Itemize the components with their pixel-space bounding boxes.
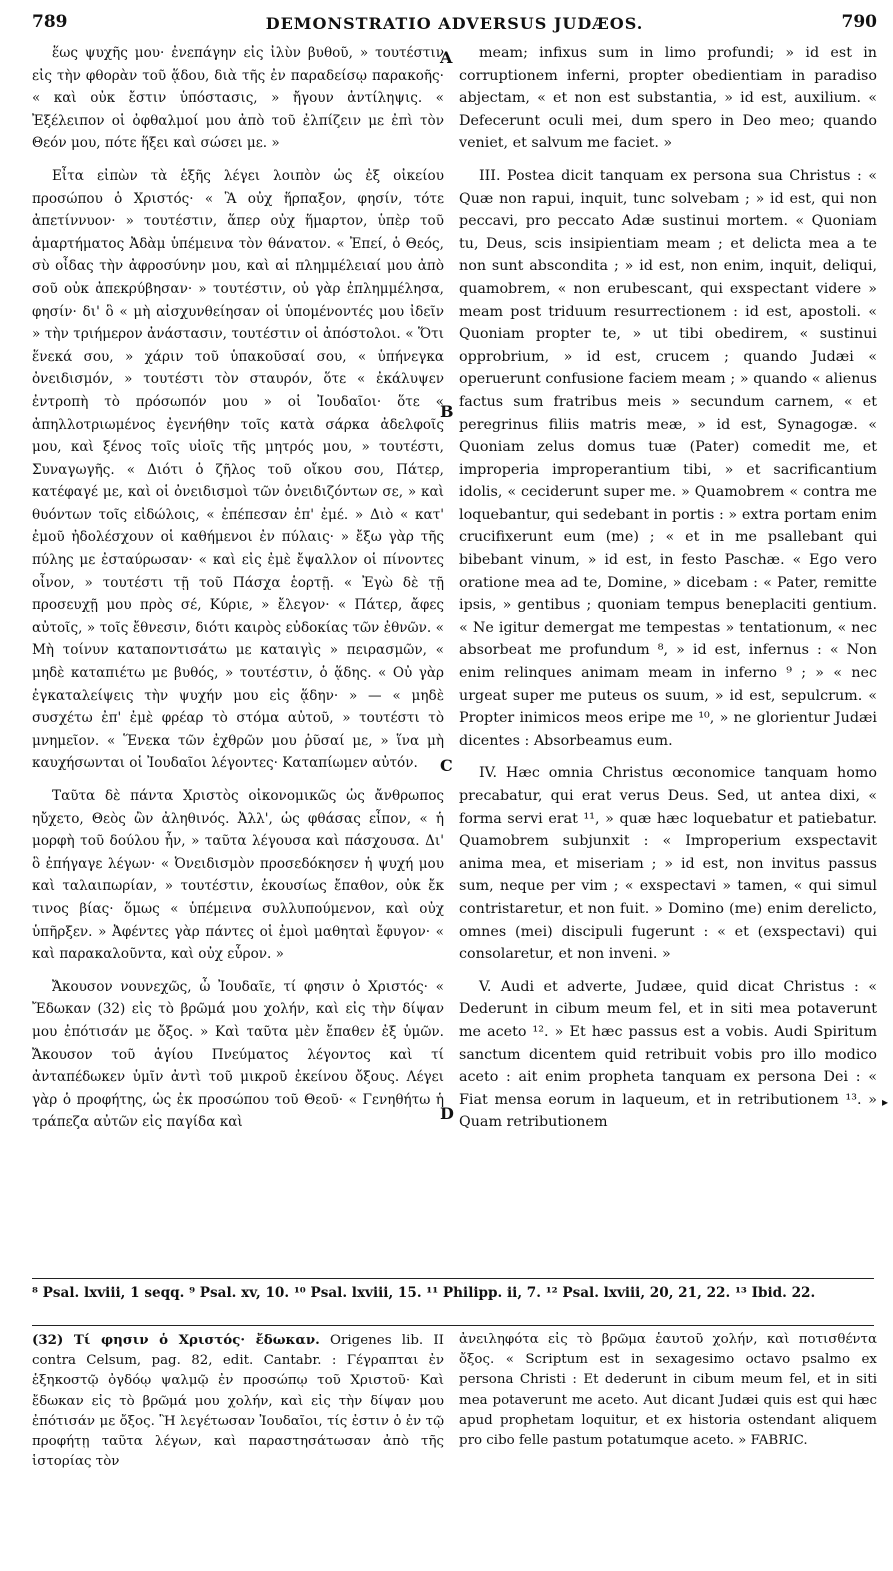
greek-paragraph: Ἄκουσον νουνεχῶς, ὦ Ἰουδαῖε, τί φησιν ὁ Χριστός· « Ἔδωκαν (32) εἰς τὸ βρῶμά μου χολήν, καὶ εἰς τὴν δίψαν μου ἐπότισάν με ὄξος. » Καὶ ταῦτα μὲν ἔπαθεν ἐξ ὑμῶν. Ἄκουσον τοῦ ἁγίου Πνεύματος λέγοντος καὶ τί ἀνταπέδωκεν ὑμῖν ἀντὶ τοῦ μικροῦ ἐκείνου ὄξους. Λέγει γὰρ ὁ προφήτης, ὡς ἐκ προσώπου τοῦ Θεοῦ· « Γενηθήτω ἡ τράπεζα αὐτῶν εἰς παγίδα καὶ <box>32 978 444 1131</box>
note-text-right: ἀνειληφότα εἰς τὸ βρῶμα ἑαυτοῦ χολήν, καὶ ποτισθέντα ὄξος. « Scriptum est in sexagesimo octavo psalmo ex persona Christi : Et dederunt in cibum meum fel, et in siti mea potaverunt me aceto. Aut dicant Judæi quis est qui hæc apud prophetam loquitur, et ex historia ostendant aliquem pro cibo felle pastum potatumque aceto. » FABRIC. <box>459 1332 877 1449</box>
greek-paragraph: Ταῦτα δὲ πάντα Χριστὸς οἰκονομικῶς ὡς ἄνθρωπος ηὔχετο, Θεὸς ὢν ἀληθινός. Ἀλλ', ὡς φθάσας εἶπον, « ἡ μορφὴ τοῦ δούλου ἦν, » ταῦτα λέγουσα καὶ πάσχουσα. Δι' ὃ ἐπήγαγε λέγων· « Ὀνειδισμὸν προσεδόκησεν ἡ ψυχή μου καὶ ταλαιπωρίαν, » τουτέστιν, ἑκουσίως ἔπαθον, οὐκ ἔκ τινος βίας· ὅμως « ὑπέμεινα συλλυπούμενον, καὶ οὐχ ὑπῆρξεν. » Ἀφέντες γὰρ πάντες οἱ ἐμοὶ μαθηταὶ ἔφυγον· « καὶ παρακαλοῦντα, καὶ οὐχ εὗρον. » <box>32 788 444 963</box>
latin-paragraph: V. Audi et adverte, Judæe, quid dicat Christus : « Dederunt in cibum meum fel, et in siti mea potaverunt me aceto ¹². » Et hæc passus est a vobis. Audi Spiritum sanctum dicentem quid retribuit vobis pro illo modico aceto : ait enim propheta tanquam ex persona Dei : « Fiat mensa eorum in laqueum, et in retributionem ¹³. » Quam retributionem <box>459 978 877 1131</box>
footnotes: ⁸ Psal. lxviii, 1 seqq. ⁹ Psal. xv, 10. ¹⁰ Psal. lxviii, 15. ¹¹ Philipp. ii, 7. ¹² Psal. lxviii, 20, 21, 22. ¹³ Ibid. 22. <box>32 1285 816 1301</box>
margin-mark: ▸ <box>882 1095 889 1109</box>
editorial-note-left <box>32 1330 444 1472</box>
note-rule <box>32 1325 874 1326</box>
margin-marker-d: D <box>440 1104 454 1123</box>
latin-column <box>459 42 877 1134</box>
greek-paragraph: ἕως ψυχῆς μου· ἐνεπάγην εἰς ἰλὺν βυθοῦ, » τουτέστιν εἰς τὴν φθορὰν τοῦ ᾅδου, διὰ τῆς ἐν παραδείσῳ παρακοῆς· « καὶ οὐκ ἔστιν ὑπόστασις, » ἤγουν ἀντίληψις. « Ἐξέλειπον οἱ ὀφθαλμοί μου ἀπὸ τοῦ ἐλπίζειν με ἐπὶ τὸν Θεόν μου, πότε ἥξει καὶ σώσει με. » <box>32 45 444 152</box>
page-number-left: 789 <box>32 12 68 32</box>
margin-marker-a: A <box>440 48 453 67</box>
running-header <box>32 12 877 40</box>
greek-paragraph: Εἶτα εἰπὼν τὰ ἑξῆς λέγει λοιπὸν ὡς ἐξ οἰκείου προσώπου ὁ Χριστός· « Ἃ οὐχ ἥρπαξον, φησίν, τότε ἀπετίννυον· » τουτέστιν, ἅπερ οὐχ ἥμαρτον, ὑπὲρ τοῦ ἁμαρτήματος Ἀδὰμ ὑπέμεινα τὸν θάνατον. « Ἐπεί, ὁ Θεός, σὺ οἶδας τὴν ἀφροσύνην μου, καὶ αἱ πλημμέλειαί μου ἀπὸ σοῦ οὐκ ἀπεκρύβησαν· » τουτέστιν, οὐ γὰρ ἐπλημμέλησα, φησίν· δι' ὃ « μὴ αἰσχυνθείησαν οἱ ὑπομένοντές μου ἰδεῖν » τὴν τριήμερον ἀνάστασιν, τουτέστιν οἱ ἀπόστολοι. « Ὅτι ἕνεκά σου, » χάριν τοῦ ὑπακοῦσαί σου, « ὑπήνεγκα ὀνειδισμόν, » τουτέστι τὸν σταυρόν, ὅτε « ἐκάλυψεν ἐντροπὴ τὸ πρόσωπόν μου » οἱ Ἰουδαῖοι· ὅτε « ἀπηλλοτριωμένος ἐγενήθην τοῖς κατὰ σάρκα ἀδελφοῖς μου, καὶ ξένος τοῖς υἱοῖς τῆς μητρός μου, » τουτέστι, Συναγωγῆς. « Διότι ὁ ζῆλος τοῦ οἴκου σου, Πάτερ, κατέφαγέ με, καὶ οἱ ὀνειδισμοὶ τῶν ὀνειδιζόντων σε, » καὶ θυόντων τοῖς εἰδώλοις, « ἐπέπεσαν ἐπ' ἐμέ. » Διὸ « κατ' ἐμοῦ ἠδολέσχουν οἱ καθήμενοι ἐν πύλαις· » ἔξω γὰρ τῆς πύλης με ἐσταύρωσαν· « καὶ εἰς ἐμὲ ἔψαλλον οἱ πίνοντες οἶνον, » τουτέστι τῇ τοῦ Πάσχα ἑορτῇ. « Ἐγὼ δὲ τῇ προσευχῇ μου πρὸς σέ, Κύριε, » ἔλεγον· « Πάτερ, ἄφες αὐτοῖς, » τοῖς ἔθνεσιν, διότι καιρὸς εὐδοκίας τῶν ἐθνῶν. « Μὴ τοίνυν καταποντισάτω με καταιγὶς » πειρασμῶν, « μηδὲ καταπιέτω με βυθός, » τουτέστιν, ὁ ᾅδης. « Οὐ γὰρ ἐγκαταλείψεις τὴν ψυχήν μου εἰς ᾅδην· » — « μηδὲ συσχέτω ἐπ' ἐμὲ φρέαρ τὸ στόμα αὐτοῦ, » τουτέστι τὸ μνημεῖον. « Ἕνεκα τῶν ἐχθρῶν μου ῥῦσαί με, » ἵνα μὴ καυχήσωνται οἱ Ἰουδαῖοι λέγοντες· Καταπίωμεν αὐτόν. <box>32 167 444 772</box>
latin-paragraph: IV. Hæc omnia Christus œconomice tanquam homo precabatur, qui erat verus Deus. Sed, ut antea dixi, « forma servi erat ¹¹, » quæ hæc loquebatur et patiebatur. Quamobrem subjunxit : « Improperium exspectavit anima mea, et miseriam ; » id est, non invitus passus sum, neque per vim ; « exspectavi » tamen, « qui simul contristaretur, et non fuit. » Domino (me) enim derelicto, omnes (mei) discipuli fugerunt : « et (exspectavi) qui consolaretur, et non inveni. » <box>459 765 877 963</box>
note-reference: (32) Τί φησιν ὁ Χριστός· ἔδωκαν. <box>32 1332 320 1348</box>
margin-marker-b: B <box>440 402 454 421</box>
note-text-left: Origenes lib. II contra Celsum, pag. 82, edit. Cantabr. : Γέγραπται ἐν ἑξηκοστῷ ὀγδόῳ ψαλμῷ ἐν προσώπῳ τοῦ Χριστοῦ· Καὶ ἔδωκαν εἰς τὸ βρῶμά μου χολήν, καὶ εἰς τὴν δίψαν μου ἐπότισάν με ὄξος. Ἢ λεγέτωσαν Ἰουδαῖοι, τίς ἐστιν ὁ ἐν τῷ προφήτῃ ταῦτα λέγων, καὶ παραστησάτωσαν ἀπὸ τῆς ἱστορίας τὸν <box>32 1333 444 1470</box>
footnote-rule <box>32 1278 874 1279</box>
running-title: DEMONSTRATIO ADVERSUS JUDÆOS. <box>265 14 644 33</box>
greek-column <box>32 42 444 1134</box>
latin-paragraph: meam; infixus sum in limo profundi; » id est in corruptionem inferni, propter obedientiam in paradiso abjectam, « et non est substantia, » id est, auxilium. « Defecerunt oculi mei, dum spero in Deo meo; quando veniet, et salvum me faciet. » <box>459 45 877 152</box>
editorial-note-right <box>459 1330 877 1451</box>
latin-paragraph: III. Postea dicit tanquam ex persona sua Christus : « Quæ non rapui, inquit, tunc solvebam ; » id est, qui non peccavi, pro peccato Adæ sustinui mortem. « Quoniam tu, Deus, scis insipientiam meam ; et delicta mea a te non sunt abscondita ; » id est, non enim, inquit, deliqui, quamobrem, « non erubescant, qui exspectant videre » meam post triduum resurrectionem : id est, apostoli. « Quoniam propter te, » ut tibi obedirem, « sustinui opprobrium, » id est, crucem ; quando Judæi « operuerunt confusione faciem meam ; » quando « alienus factus sum fratribus meis » secundum carnem, « et peregrinus filiis matris meæ, » id est, Synagogæ. « Quoniam zelus domus tuæ (Pater) comedit me, et improperia improperantium tibi, » et sacrificantium idolis, « ceciderunt super me. » Quamobrem « contra me loquebantur, qui sedebant in portis : » extra portam enim crucifixerunt eum (me) ; « et in me psallebant qui bibebant vinum, » id est, in festo Paschæ. « Ego vero oratione mea ad te, Domine, » dicebam : « Pater, remitte ipsis, » gentibus ; quoniam tempus beneplaciti gentium. « Ne igitur demergat me tempestas » tentationum, « nec absorbeat me profundum ⁸, » id est, infernus : « Non enim relinques animam meam in inferno ⁹ ; » « nec urgeat super me puteus os suum, » id est, sepulcrum. « Propter inimicos meos eripe me ¹⁰, » ne glorientur Judæi dicentes : Absorbeamus eum. <box>459 167 877 749</box>
page-number-right: 790 <box>841 12 877 32</box>
margin-marker-c: C <box>440 756 453 775</box>
